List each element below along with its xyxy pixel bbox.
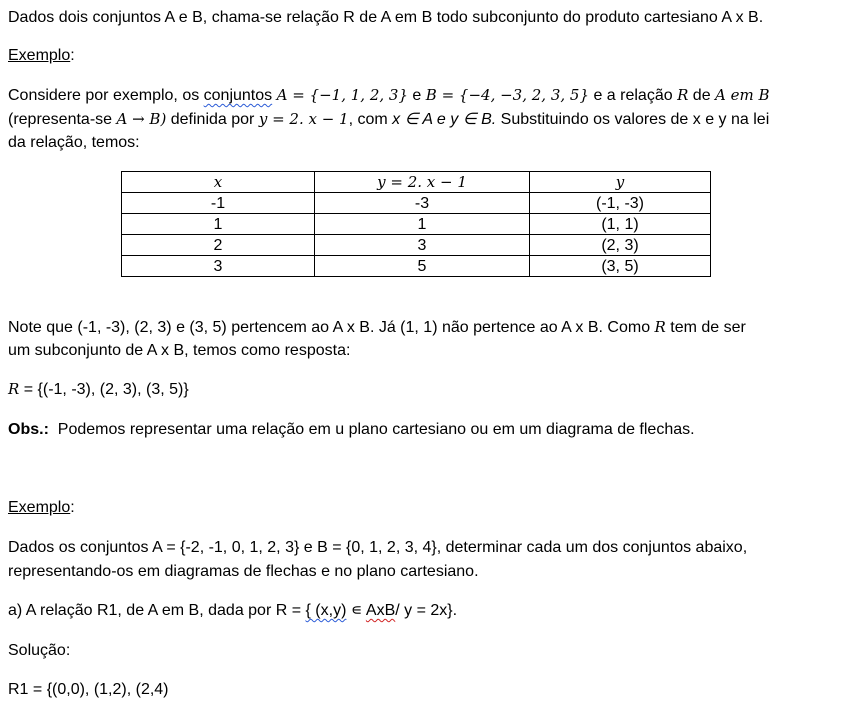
table-row xyxy=(122,193,711,214)
ex1-set-a: A = {−1, 1, 2, 3} xyxy=(276,86,408,104)
ex1-l1-t1: Considere por exemplo, os xyxy=(8,87,204,104)
table-header-x: x xyxy=(122,172,315,193)
table-header-law: y = 2. x − 1 xyxy=(315,172,530,193)
ex1-l1-t5: de xyxy=(688,87,716,104)
example2-heading-colon: : xyxy=(70,499,75,516)
table-cell: 1 xyxy=(315,214,530,235)
table-cell: (-1, -3) xyxy=(530,193,711,214)
table-cell: 5 xyxy=(315,256,530,277)
ex1-relation-r: R xyxy=(677,86,689,104)
table-header-y: y xyxy=(530,172,711,193)
table-cell: -3 xyxy=(315,193,530,214)
ex1-l1-t2: conjuntos xyxy=(203,87,273,104)
table-cell: -1 xyxy=(122,193,315,214)
item-a-t5: / y = 2x}. xyxy=(395,602,458,619)
item-a-t2: { (x,y) xyxy=(305,602,347,619)
table-cell: 2 xyxy=(122,235,315,256)
example1-line2 xyxy=(8,109,769,130)
example2-heading-text: Exemplo xyxy=(8,499,71,516)
table-row xyxy=(122,256,711,277)
intro-paragraph: Dados dois conjuntos A e B, chama-se relação R de A em B todo subconjunto do produto cartesiano A x B. xyxy=(8,9,764,26)
answer-set: = {(-1, -3), (2, 3), (3, 5)} xyxy=(19,381,189,398)
item-a-t3: ∊ xyxy=(346,602,366,619)
note-relation-r: R xyxy=(654,318,666,336)
ex1-l1-t4: e a relação xyxy=(589,87,678,104)
table-cell: 3 xyxy=(315,235,530,256)
example1-heading-colon: : xyxy=(70,47,75,64)
answer-relation-r: R xyxy=(8,380,20,398)
note-line2: um subconjunto de A x B, temos como resposta: xyxy=(8,342,351,359)
table-cell: (1, 1) xyxy=(530,214,711,235)
table-cell: 1 xyxy=(122,214,315,235)
obs-text: Podemos representar uma relação em u plano cartesiano ou em um diagrama de flechas. xyxy=(48,421,695,438)
item-a-t1: a) A relação R1, de A em B, dada por R = xyxy=(8,602,306,619)
answer-line xyxy=(8,379,189,400)
table-cell: (2, 3) xyxy=(530,235,711,256)
table-row xyxy=(122,214,711,235)
example1-heading xyxy=(8,46,75,66)
obs-label: Obs.: xyxy=(8,421,49,438)
example1-line1 xyxy=(8,85,770,106)
ex1-a-em-b: A em B xyxy=(715,86,770,104)
example2-line1: Dados os conjuntos A = {-2, -1, 0, 1, 2, 3} e B = {0, 1, 2, 3, 4}, determinar cada um dos conjuntos abaixo, xyxy=(8,539,748,556)
solution-label: Solução: xyxy=(8,642,71,659)
ex1-l2-t5: Substituindo os valores de x e y na lei xyxy=(496,111,770,128)
relation-table xyxy=(121,171,711,277)
ex1-l2-t2: definida por xyxy=(166,111,259,128)
ex1-l1-t3: e xyxy=(407,87,426,104)
example1-heading-text: Exemplo xyxy=(8,47,71,64)
example1-line3: da relação, temos: xyxy=(8,134,140,151)
obs-line xyxy=(8,420,695,440)
example2-line2: representando-os em diagramas de flechas e no plano cartesiano. xyxy=(8,563,479,580)
solution-line: R1 = {(0,0), (1,2), (2,4) xyxy=(8,681,169,698)
table-row xyxy=(122,235,711,256)
ex1-law: y = 2. x − 1 xyxy=(258,110,349,128)
ex1-l2-t1: (representa-se xyxy=(8,111,117,128)
ex1-a-to-b: A → B) xyxy=(116,110,167,128)
ex1-l2-t4: x ∈ A e y ∈ B. xyxy=(392,111,497,128)
table-header-row xyxy=(122,172,711,193)
note-l1-t2: tem de ser xyxy=(665,319,746,336)
note-l1-t1: Note que (-1, -3), (2, 3) e (3, 5) pertencem ao A x B. Já (1, 1) não pertence ao A x B. Como xyxy=(8,319,655,336)
item-a-t4: AxB xyxy=(365,602,396,619)
example2-heading xyxy=(8,498,75,518)
note-line1 xyxy=(8,317,746,338)
table-cell: 3 xyxy=(122,256,315,277)
table-cell: (3, 5) xyxy=(530,256,711,277)
item-a-line xyxy=(8,601,457,621)
ex1-set-b: B = {−4, −3, 2, 3, 5} xyxy=(425,86,589,104)
ex1-l2-t3: , com xyxy=(348,111,393,128)
